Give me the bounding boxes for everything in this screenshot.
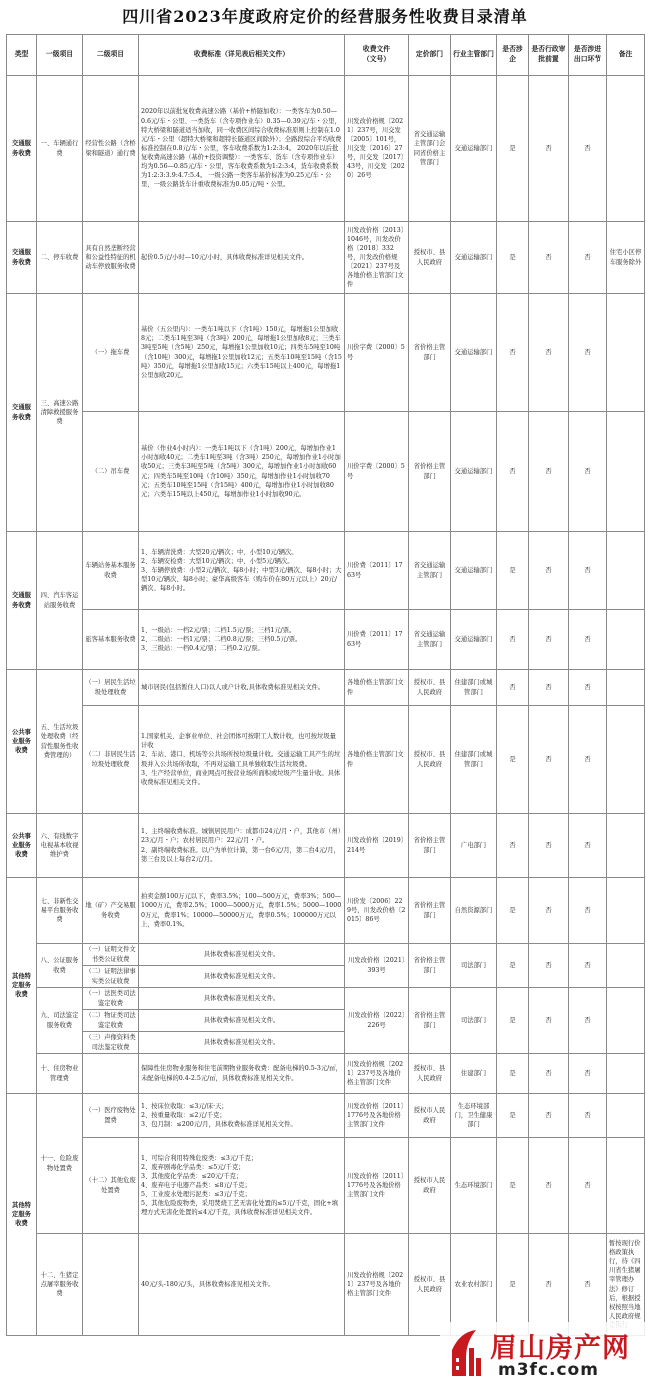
cell-enterprise: 是 <box>497 76 529 222</box>
cell-enterprise: 是 <box>497 706 529 814</box>
cell-dept: 授权市、县人民政府 <box>409 670 451 706</box>
table-row <box>7 1138 645 1234</box>
cell-approval: 否 <box>529 76 569 222</box>
cell-standard: 1、可综合利用特殊危废类：≤3元/千克； 2、废弃剧毒化学品类：≤5元/千克； 3、其他废化学品类：≤20元/千克； 4、废弃电子电器产品类：≤8元/千克； 5、工业废水处理污泥类：≤3元/千克； 5、其他危险废物类，采用焚烧工艺无害化处置的≤5元/千克，固化+填埋方式无害化处置的≤4元/千克，具体收费标准详见相关文件。 <box>139 1138 345 1234</box>
cell-document: 川价费〔2011〕1763号 <box>345 532 409 610</box>
table-row <box>7 1094 645 1138</box>
cell-approval: 否 <box>529 294 569 412</box>
cell-standard: 起价0.5元/小时—10元/小时，具体收费标准详见相关文件。 <box>139 222 345 294</box>
cell-dept: 省交通运输主管部门 <box>409 532 451 610</box>
table-row <box>7 1234 645 1336</box>
cell-import-export: 否 <box>569 706 607 814</box>
cell-level2 <box>83 814 139 878</box>
cell-level2: （三）声像资料类司法鉴定收费 <box>83 1032 139 1054</box>
watermark-url: m3fc.com <box>498 1360 599 1380</box>
cell-import-export: 否 <box>569 610 607 670</box>
cell-standard: 1、车辆清洗费：大型20元/辆次；中、小型10元/辆次。 2、车辆安检费：大型10元/辆次；中、小型5元/辆次。 3、车辆停放费：小型2元/辆次、每8小时；中型3元/辆次、每8小时；大型10元/辆次、每8小时；豪华高级客车（购车价在80万元以上）20元/辆次、每8小时。 <box>139 532 345 610</box>
cell-standard: 具体收费标准见相关文件。 <box>139 944 345 966</box>
cell-level2: （一）拖车费 <box>83 294 139 412</box>
cell-level1: 三、高速公路清障救援服务费 <box>37 294 83 532</box>
header-import-export: 是否涉进出口环节 <box>569 35 607 76</box>
cell-enterprise: 否 <box>497 814 529 878</box>
cell-import-export: 否 <box>569 1094 607 1138</box>
cell-approval: 否 <box>529 878 569 944</box>
cell-industry: 自然资源部门 <box>451 878 497 944</box>
watermark-brand: 眉山房产网 <box>490 1333 630 1364</box>
header-standard: 收费标准（详见表后相关文件） <box>139 35 345 76</box>
cell-standard: 1.国家机关、企事业单位、社会团体可按职工人数计收，也可按垃圾量计收 2、车站、港口、机场等公共场所按垃圾量计收。交通运输工具产生的垃圾并入公共场所收取，不再对运输工具单独收取生活垃圾费。 3、生产经营单位，商业网点可按营业场所面积或垃圾产生量计收。具体收费标准见相关文件。 <box>139 706 345 814</box>
cell-import-export: 否 <box>569 988 607 1054</box>
cell-approval: 否 <box>529 670 569 706</box>
cell-enterprise: 是 <box>497 988 529 1054</box>
cell-enterprise: 是 <box>497 878 529 944</box>
cell-enterprise: 否 <box>497 670 529 706</box>
cell-standard: 基价（作业4小时内）：一类车1吨以下（含1吨）200元，每增加作业1小时加收40元；二类车1吨至3吨（含3吨）250元，每增加作业1小时加收50元；三类车3吨至5吨（含5吨）300元，每增加作业1小时加收60元；四类车5吨至10吨（含10吨）350元，每增加作业1小时加收70元；五类车10吨至15吨（含15吨）400元，每增加作业1小时加收80元；六类车15吨以上450元，每增加作业1小时加收90元。 <box>139 412 345 532</box>
cell-enterprise: 是 <box>497 1094 529 1138</box>
cell-enterprise: 是 <box>497 222 529 294</box>
header-type: 类型 <box>7 35 37 76</box>
cell-remark <box>607 814 645 878</box>
cell-dept: 授权市、县人民政府 <box>409 1054 451 1094</box>
cell-level1: 十一、危险废物处置费 <box>37 1094 83 1234</box>
table-row <box>7 878 645 944</box>
cell-level2: （一）医疗废物处置费 <box>83 1094 139 1138</box>
fee-catalog-table <box>6 34 645 1336</box>
cell-industry: 住建部门或城管部门 <box>451 670 497 706</box>
cell-document: 川发改价格〔2013〕1046号，川发改价格〔2018〕332号，川发改价格规〔2021〕237号及各地价格主管部门文件 <box>345 222 409 294</box>
cell-import-export: 否 <box>569 1054 607 1094</box>
cell-level2 <box>83 1234 139 1336</box>
cell-approval: 否 <box>529 1138 569 1234</box>
cell-enterprise: 是 <box>497 944 529 988</box>
cell-remark <box>607 610 645 670</box>
cell-type: 公共事业服务收费 <box>7 670 37 814</box>
cell-document: 各地价格主管部门文件 <box>345 670 409 706</box>
cell-standard: 具体收费标准见相关文件。 <box>139 988 345 1010</box>
cell-level1: 八、公证服务收费 <box>37 944 83 988</box>
cell-enterprise: 是 <box>497 1138 529 1234</box>
cell-level2: （十二）其他危废处置费 <box>83 1138 139 1234</box>
cell-level2: 经营性公路（含桥梁和隧道）通行费 <box>83 76 139 222</box>
cell-standard: 具体收费标准见相关文件。 <box>139 1010 345 1032</box>
header-remark: 备注 <box>607 35 645 76</box>
watermark <box>440 1322 650 1384</box>
cell-document: 川发改价格〔2022〕226号 <box>345 988 409 1054</box>
cell-dept: 省价格主管部门 <box>409 294 451 412</box>
cell-approval: 否 <box>529 1234 569 1336</box>
cell-approval: 否 <box>529 222 569 294</box>
table-row <box>7 670 645 706</box>
cell-document: 川发改价格〔2011〕1776号及各地价格主管部门文件 <box>345 1094 409 1138</box>
header-enterprise: 是否涉企 <box>497 35 529 76</box>
cell-import-export: 否 <box>569 1234 607 1336</box>
cell-standard: 1、一级站：一档2元/票；二档1.5元/票；三档1元/票。 2、二级站：一档1元/票；二档0.8元/票；三档0.5元/票。 3、三级站：一档0.4元/票；二档0.2元/票。 <box>139 610 345 670</box>
cell-document: 各地价格主管部门文件 <box>345 706 409 814</box>
cell-approval: 否 <box>529 706 569 814</box>
cell-import-export: 否 <box>569 294 607 412</box>
cell-level2 <box>83 1054 139 1094</box>
cell-dept: 省价格主管部门 <box>409 944 451 988</box>
cell-remark <box>607 76 645 222</box>
cell-level1: 十二、生猪定点屠宰服务收费 <box>37 1234 83 1336</box>
cell-level1: 六、有线数字电视基本收视维护费 <box>37 814 83 878</box>
cell-document: 川发改价格规〔2021〕237号及各地价格主管部门文件 <box>345 1054 409 1094</box>
cell-dept: 省交通运输主管部门 <box>409 610 451 670</box>
cell-level1: 七、非新性交易平台服务收费 <box>37 878 83 944</box>
cell-industry: 住建部门或城管部门 <box>451 706 497 814</box>
cell-level2: （一）居民生活垃圾处理收费 <box>83 670 139 706</box>
cell-remark <box>607 878 645 944</box>
cell-document: 川价字费〔2000〕5号 <box>345 412 409 532</box>
cell-industry: 农业农村部门 <box>451 1234 497 1336</box>
cell-level2: （一）证明文件文书类公证收费 <box>83 944 139 966</box>
cell-import-export: 否 <box>569 814 607 878</box>
cell-document: 川价费〔2011〕1763号 <box>345 610 409 670</box>
cell-level2: 旅客基本服务收费 <box>83 610 139 670</box>
cell-remark <box>607 944 645 988</box>
cell-type: 其他特定服务收费 <box>7 1094 37 1336</box>
table-row <box>7 412 645 532</box>
cell-type: 交通服务收费 <box>7 222 37 294</box>
cell-industry: 交通运输部门 <box>451 76 497 222</box>
cell-level1: 九、司法鉴定服务收费 <box>37 988 83 1054</box>
cell-level1: 四、汽车客运站服务收费 <box>37 532 83 670</box>
cell-approval: 否 <box>529 814 569 878</box>
cell-type: 公共事业服务收费 <box>7 814 37 878</box>
cell-industry: 交通运输部门 <box>451 610 497 670</box>
cell-approval: 否 <box>529 412 569 532</box>
header-industry: 行业主管部门 <box>451 35 497 76</box>
cell-enterprise: 是 <box>497 532 529 610</box>
cell-type: 交通服务收费 <box>7 294 37 532</box>
cell-document: 川价字费〔2000〕5号 <box>345 294 409 412</box>
cell-type: 交通服务收费 <box>7 76 37 222</box>
cell-approval: 否 <box>529 944 569 988</box>
header-document: 收费文件 （文号） <box>345 35 409 76</box>
cell-import-export: 否 <box>569 222 607 294</box>
cell-type: 交通服务收费 <box>7 532 37 670</box>
cell-import-export: 否 <box>569 1138 607 1234</box>
cell-level2: （二）证明法律事实类公证收费 <box>83 966 139 988</box>
cell-industry: 交通运输部门 <box>451 222 497 294</box>
cell-import-export: 否 <box>569 412 607 532</box>
cell-standard: 1、主终端收费标准。城镇居民用户：成都市24元/月・户，其他市（州）23元/月・户；农村居民用户：22元/月・户。 2、副终端收费标准。以户为单位计算，第一台6元/月，第二台4元/月，第三台及以上每台2元/月。 <box>139 814 345 878</box>
cell-industry: 广电部门 <box>451 814 497 878</box>
cell-standard: 40元/头-180元/头，具体收费标准见相关文件。 <box>139 1234 345 1336</box>
cell-dept: 授权市人民政府 <box>409 1094 451 1138</box>
cell-document: 川发改价格〔2021〕393号 <box>345 944 409 988</box>
cell-document: 川发改价格〔2019〕214号 <box>345 814 409 878</box>
cell-dept: 省价格主管部门 <box>409 988 451 1054</box>
cell-enterprise: 是 <box>497 1054 529 1094</box>
table-row <box>7 944 645 966</box>
table-row <box>7 706 645 814</box>
cell-level2: 车辆站务基本服务收费 <box>83 532 139 610</box>
cell-industry: 交通运输部门 <box>451 294 497 412</box>
cell-import-export: 否 <box>569 532 607 610</box>
cell-remark <box>607 1138 645 1234</box>
cell-import-export: 否 <box>569 878 607 944</box>
cell-industry: 司法部门 <box>451 988 497 1054</box>
cell-remark <box>607 412 645 532</box>
cell-industry: 生态环境部门，卫生健康部门 <box>451 1094 497 1138</box>
cell-import-export: 否 <box>569 944 607 988</box>
header-level2: 二级项目 <box>83 35 139 76</box>
table-row <box>7 222 645 294</box>
table-row <box>7 814 645 878</box>
cell-dept: 省价格主管部门 <box>409 814 451 878</box>
cell-approval: 否 <box>529 1094 569 1138</box>
cell-remark <box>607 294 645 412</box>
cell-enterprise: 否 <box>497 610 529 670</box>
cell-remark: 住宅小区停车服务除外 <box>607 222 645 294</box>
table-row <box>7 988 645 1010</box>
table-row <box>7 610 645 670</box>
cell-standard: 1、按床位收取：≤3元/床·天； 2、按重量收取：≤2元/千克； 3、包月制：≤200元/月，具体收费标准详见相关文件。 <box>139 1094 345 1138</box>
cell-industry: 司法部门 <box>451 944 497 988</box>
table-row <box>7 76 645 222</box>
cell-level2: （二）物证类司法鉴定收费 <box>83 1010 139 1032</box>
header-approval: 是否行政审批前置 <box>529 35 569 76</box>
cell-industry: 交通运输部门 <box>451 532 497 610</box>
cell-level2: （一）法医类司法鉴定收费 <box>83 988 139 1010</box>
cell-approval: 否 <box>529 610 569 670</box>
cell-document: 川价发〔2006〕229号，川发改价格〔2015〕86号 <box>345 878 409 944</box>
cell-approval: 否 <box>529 1054 569 1094</box>
cell-approval: 否 <box>529 532 569 610</box>
cell-dept: 省交通运输主管部门会同省价格主管部门 <box>409 76 451 222</box>
cell-enterprise: 是 <box>497 1234 529 1336</box>
cell-dept: 省价格主管部门 <box>409 412 451 532</box>
table-row <box>7 1054 645 1094</box>
table-header-row <box>7 35 645 76</box>
cell-enterprise: 否 <box>497 294 529 412</box>
cell-standard: 具体收费标准见相关文件。 <box>139 1032 345 1054</box>
table-row <box>7 294 645 412</box>
cell-dept: 省价格主管部门 <box>409 878 451 944</box>
cell-document: 川发改价格〔2011〕1776号及各地价格主管部门文件 <box>345 1138 409 1234</box>
cell-remark: 暂按现行价格政策执行，待《四川省生猪屠宰管理办法》修订后，根据授权按照当地人民政府规 <box>607 1234 645 1336</box>
cell-level2: （二）非居民生活垃圾处理收费 <box>83 706 139 814</box>
cell-document: 川发改价格规〔2021〕237号，川交发〔2005〕101号，川交发〔2016〕27号，川交发〔2017〕43号，川交发〔2020〕26号 <box>345 76 409 222</box>
cell-remark <box>607 670 645 706</box>
building-logo-icon <box>446 1328 486 1378</box>
cell-industry: 交通运输部门 <box>451 412 497 532</box>
cell-level2: 地（矿）产交易服务收费 <box>83 878 139 944</box>
cell-dept: 授权市人民政府 <box>409 1138 451 1234</box>
cell-level2: （二）吊车费 <box>83 412 139 532</box>
cell-industry: 住建部门 <box>451 1054 497 1094</box>
cell-level1: 五、生活垃圾处理收费（经营性服务性收费管理的） <box>37 670 83 814</box>
cell-level1: 十、住房物业管理费 <box>37 1054 83 1094</box>
cell-remark <box>607 988 645 1054</box>
cell-document: 川发改价格规〔2021〕237号及各地价格主管部门文件 <box>345 1234 409 1336</box>
cell-standard: 保障性住房物业服务和住宅前期物业服务收费：配备电梯的0.5-3元/㎡，未配备电梯的0.4-2.5元/㎡，具体收费标准见相关文件。 <box>139 1054 345 1094</box>
cell-standard: 2020年以前批复收费高速公路（基价+桥隧加收）：一类客车为0.50—0.6元/车・公里、一类货车（含专项作业车）0.35—0.39元/车・公里，特大桥梁和隧道适当加收，同一收费区间综合收费标准原则上控制在1.0元/车・公里（超特大桥梁和超特长隧道区间除外）；全路段综合平均收费标准控制在0.8元/车・公里，客车收费系数为1:2:3:4。 2020年以后批复收费高速公路（基价+投资调整）：一类客车、货车（含专项作业车）均为0.56—0.85元/车・公里，客车收费系数为1:2:3:4，货车收费系数为1:2:3:3.9:4.7:5.4。 一级公路一类客车基价标准为0.25元/车・公里，一级公路货车计重收费标准为0.05元/吨・公里。 <box>139 76 345 222</box>
cell-remark <box>607 532 645 610</box>
cell-dept: 授权市、县人民政府 <box>409 1234 451 1336</box>
cell-standard: 拍卖金额100万元以下，费率3.5%；100—500万元，费率3%；500—1000万元，费率2.5%；1000—5000万元，费率1.5%；5000—10000万元，费率1%；10000—50000万元，费率0.5%；100000万元以上，费率0.1%。 <box>139 878 345 944</box>
header-level1: 一级项目 <box>37 35 83 76</box>
cell-standard: 城市居民(包括暂住人口)以人或户计收,具体收费标准见相关文件。 <box>139 670 345 706</box>
cell-dept: 授权市、县人民政府 <box>409 706 451 814</box>
page-title: 四川省2023年度政府定价的经营服务性收费目录清单 <box>122 7 528 26</box>
header-dept: 定价部门 <box>409 35 451 76</box>
table-row <box>7 532 645 610</box>
cell-enterprise: 否 <box>497 412 529 532</box>
cell-type: 其他特定服务收费 <box>7 878 37 1094</box>
cell-remark <box>607 1094 645 1138</box>
cell-level2: 具有自然垄断经营和公益性特征的机动车停放服务收费 <box>83 222 139 294</box>
cell-import-export: 否 <box>569 670 607 706</box>
cell-standard: 基价（五公里内）：一类车1吨以下（含1吨）150元，每增拖1公里加收8元；二类车1吨至3吨（含3吨）200元，每增拖1公里加收8元；三类车3吨至5吨（含5吨）250元，每增拖1公里加收10元；四类车5吨至10吨（含10吨）300元，每增拖1公里加收12元；五类车10吨至15吨（含15吨）350元，每增拖1公里加收15元；六类车15吨以上400元，每增拖1公里加收20元。 <box>139 294 345 412</box>
cell-industry: 生态环境部门 <box>451 1138 497 1234</box>
cell-level1: 二、停车收费 <box>37 222 83 294</box>
cell-remark <box>607 1054 645 1094</box>
cell-import-export: 否 <box>569 76 607 222</box>
cell-approval: 否 <box>529 988 569 1054</box>
cell-remark <box>607 706 645 814</box>
cell-dept: 授权市、县人民政府 <box>409 222 451 294</box>
cell-level1: 一、车辆通行费 <box>37 76 83 222</box>
cell-standard: 具体收费标准见相关文件。 <box>139 966 345 988</box>
